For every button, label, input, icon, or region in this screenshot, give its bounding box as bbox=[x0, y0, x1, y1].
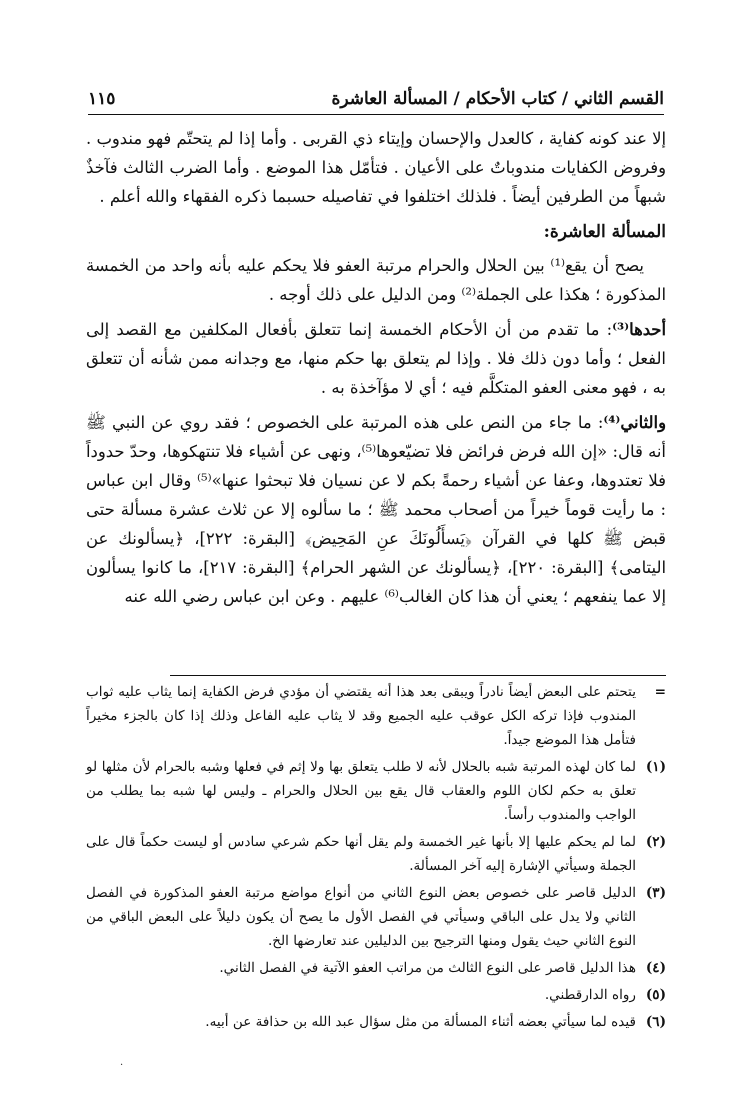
footnote-text: لما كان لهذه المرتبة شبه بالحلال لأنه لا طلب يتعلق بها ولا إثم في فعلها وشبه بالحرام لأن مثلها لو تعلق به حكم لكان اللوم والعقاب قال يقع بين الحلال والحرام ـ وليس لها شبه بما يطلب من الواجب والمندوب رأساً. bbox=[86, 759, 636, 823]
footnote bbox=[86, 830, 666, 878]
paragraph-thesis: يصح أن يقع⁽¹⁾ بين الحلال والحرام مرتبة العفو فلا يحكم عليه بأنه واحد من الخمسة المذكورة ؛ هكذا على الجملة⁽²⁾ ومن الدليل على ذلك أوجه . bbox=[86, 256, 666, 304]
footnote-text: قيده لما سيأتي بعضه أثناء المسألة من مثل سؤال عبد الله بن حذافة عن أبيه. bbox=[205, 1014, 636, 1030]
second-proof-text: : ما جاء من النص على هذه المرتبة على الخصوص ؛ فقد روي عن النبي ﷺ أنه قال: «إن الله فرض فرائض فلا تضيّعوها⁽⁵⁾، ونهى عن أشياء فلا تنتهكوها، وحدّ حدوداً فلا تعتدوها، وعفا عن أشياء رحمةً بكم لا عن نسيان فلا تبحثوا عنها»⁽⁵⁾ وقال ابن عباس : ما رأيت قوماً خيراً من أصحاب محمد ﷺ ؛ ما سألوه إلا عن ثلاث عشرة مسألة حتى قبض ﷺ كلها في القرآن ﴿يَسأَلُونَكَ عنِ المَحِيض﴾ [البقرة: ٢٢٢]، ﴿يسألونك عن اليتامى﴾ [البقرة: ٢٢٠]، ﴿يسألونك عن الشهر الحرام﴾ [البقرة: ٢١٧]، ما كانوا يسألون إلا عما ينفعهم ؛ يعني أن هذا كان الغالب⁽⁶⁾ عليهم . وعن ابن عباس رضي الله عنه bbox=[86, 413, 666, 606]
running-header bbox=[88, 84, 664, 115]
footnote-text: رواه الدارقطني. bbox=[544, 987, 636, 1003]
footnote-text: هذا الدليل قاصر على النوع الثالث من مراتب العفو الآتية في الفصل الثاني. bbox=[219, 960, 636, 976]
first-proof-lead: أحدها⁽³⁾ bbox=[612, 320, 666, 339]
footnote-text: يتحتم على البعض أيضاً نادراً ويبقى بعد هذا أنه يقتضي أن مؤدي فرض الكفاية إنما يثاب عليه ثواب المندوب فإذا تركه الكل عوقب عليه الجميع وقد لا يثاب عليه الفاعل وذلك إذا كان بالجزء مخيراً فتأمل هذا الموضع جيداً. bbox=[86, 684, 636, 748]
footnote-text: لما لم يحكم عليها إلا بأنها غير الخمسة ولم يقل أنها حكم شرعي سادس أو ليست حكماً قال على الجملة وسيأتي الإشارة إليه آخر المسألة. bbox=[86, 834, 636, 874]
section-heading: المسألة العاشرة: bbox=[543, 222, 666, 242]
footnote-text: الدليل قاصر على خصوص بعض النوع الثاني من أنواع مواضع مرتبة العفو المذكورة في الفصل الثاني ولا يدل على الباقي وسيأتي في الفصل الأول ما يصح أن يكون دليلاً على البعض الباقي من النوع الثاني حيث يقول ومنها الترجيح بين الدليلين عند تعارضها الخ. bbox=[86, 885, 636, 949]
footnote bbox=[86, 755, 666, 827]
footnote-mark: = bbox=[654, 684, 666, 700]
footnote bbox=[86, 983, 666, 1007]
footnote bbox=[86, 1010, 666, 1034]
footnotes bbox=[86, 680, 666, 1037]
paragraph-first-proof bbox=[86, 315, 666, 402]
paragraph-intro: إلا عند كونه كفاية ، كالعدل والإحسان وإيتاء ذي القربى . وأما إذا لم يتحتّم فهو مندوب . وفروض الكفايات مندوباتٌ على الأعيان . فتأمّل هذا الموضع . وأما الضرب الثالث فآخذٌ شبهاً من الطرفين أيضاً . فلذلك اختلفوا في تفاصيله حسبما ذكره الفقهاء والله أعلم . bbox=[86, 129, 666, 206]
main-text bbox=[86, 124, 666, 617]
footnote-mark: (٦) bbox=[645, 1014, 666, 1030]
footnote-divider bbox=[170, 675, 666, 676]
footnote-mark: (١) bbox=[645, 759, 666, 775]
footnote-mark: (٢) bbox=[645, 834, 666, 850]
header-title: القسم الثاني / كتاب الأحكام / المسألة العاشرة bbox=[331, 89, 664, 109]
footnote-mark: (٤) bbox=[645, 960, 666, 976]
page-number: ١١٥ bbox=[88, 89, 116, 109]
footnote-mark: (٥) bbox=[645, 987, 666, 1003]
footnote bbox=[86, 956, 666, 980]
first-proof-text: : ما تقدم من أن الأحكام الخمسة إنما تتعلق بأفعال المكلفين مع القصد إلى الفعل ؛ وأما دون ذلك فلا . وإذا لم يتعلق بها حكم منها، مع وجدانه ممن شأنه أن تتعلق به ، فهو معنى العفو المتكلَّم فيه ؛ أي لا مؤآخذة به . bbox=[86, 320, 666, 397]
footnote-mark: (٣) bbox=[645, 885, 666, 901]
footnote bbox=[86, 881, 666, 953]
footnote bbox=[86, 680, 666, 752]
second-proof-lead: والثاني⁽⁴⁾ bbox=[603, 413, 666, 432]
paragraph-second-proof bbox=[86, 408, 666, 611]
print-speck: · bbox=[120, 1060, 124, 1071]
